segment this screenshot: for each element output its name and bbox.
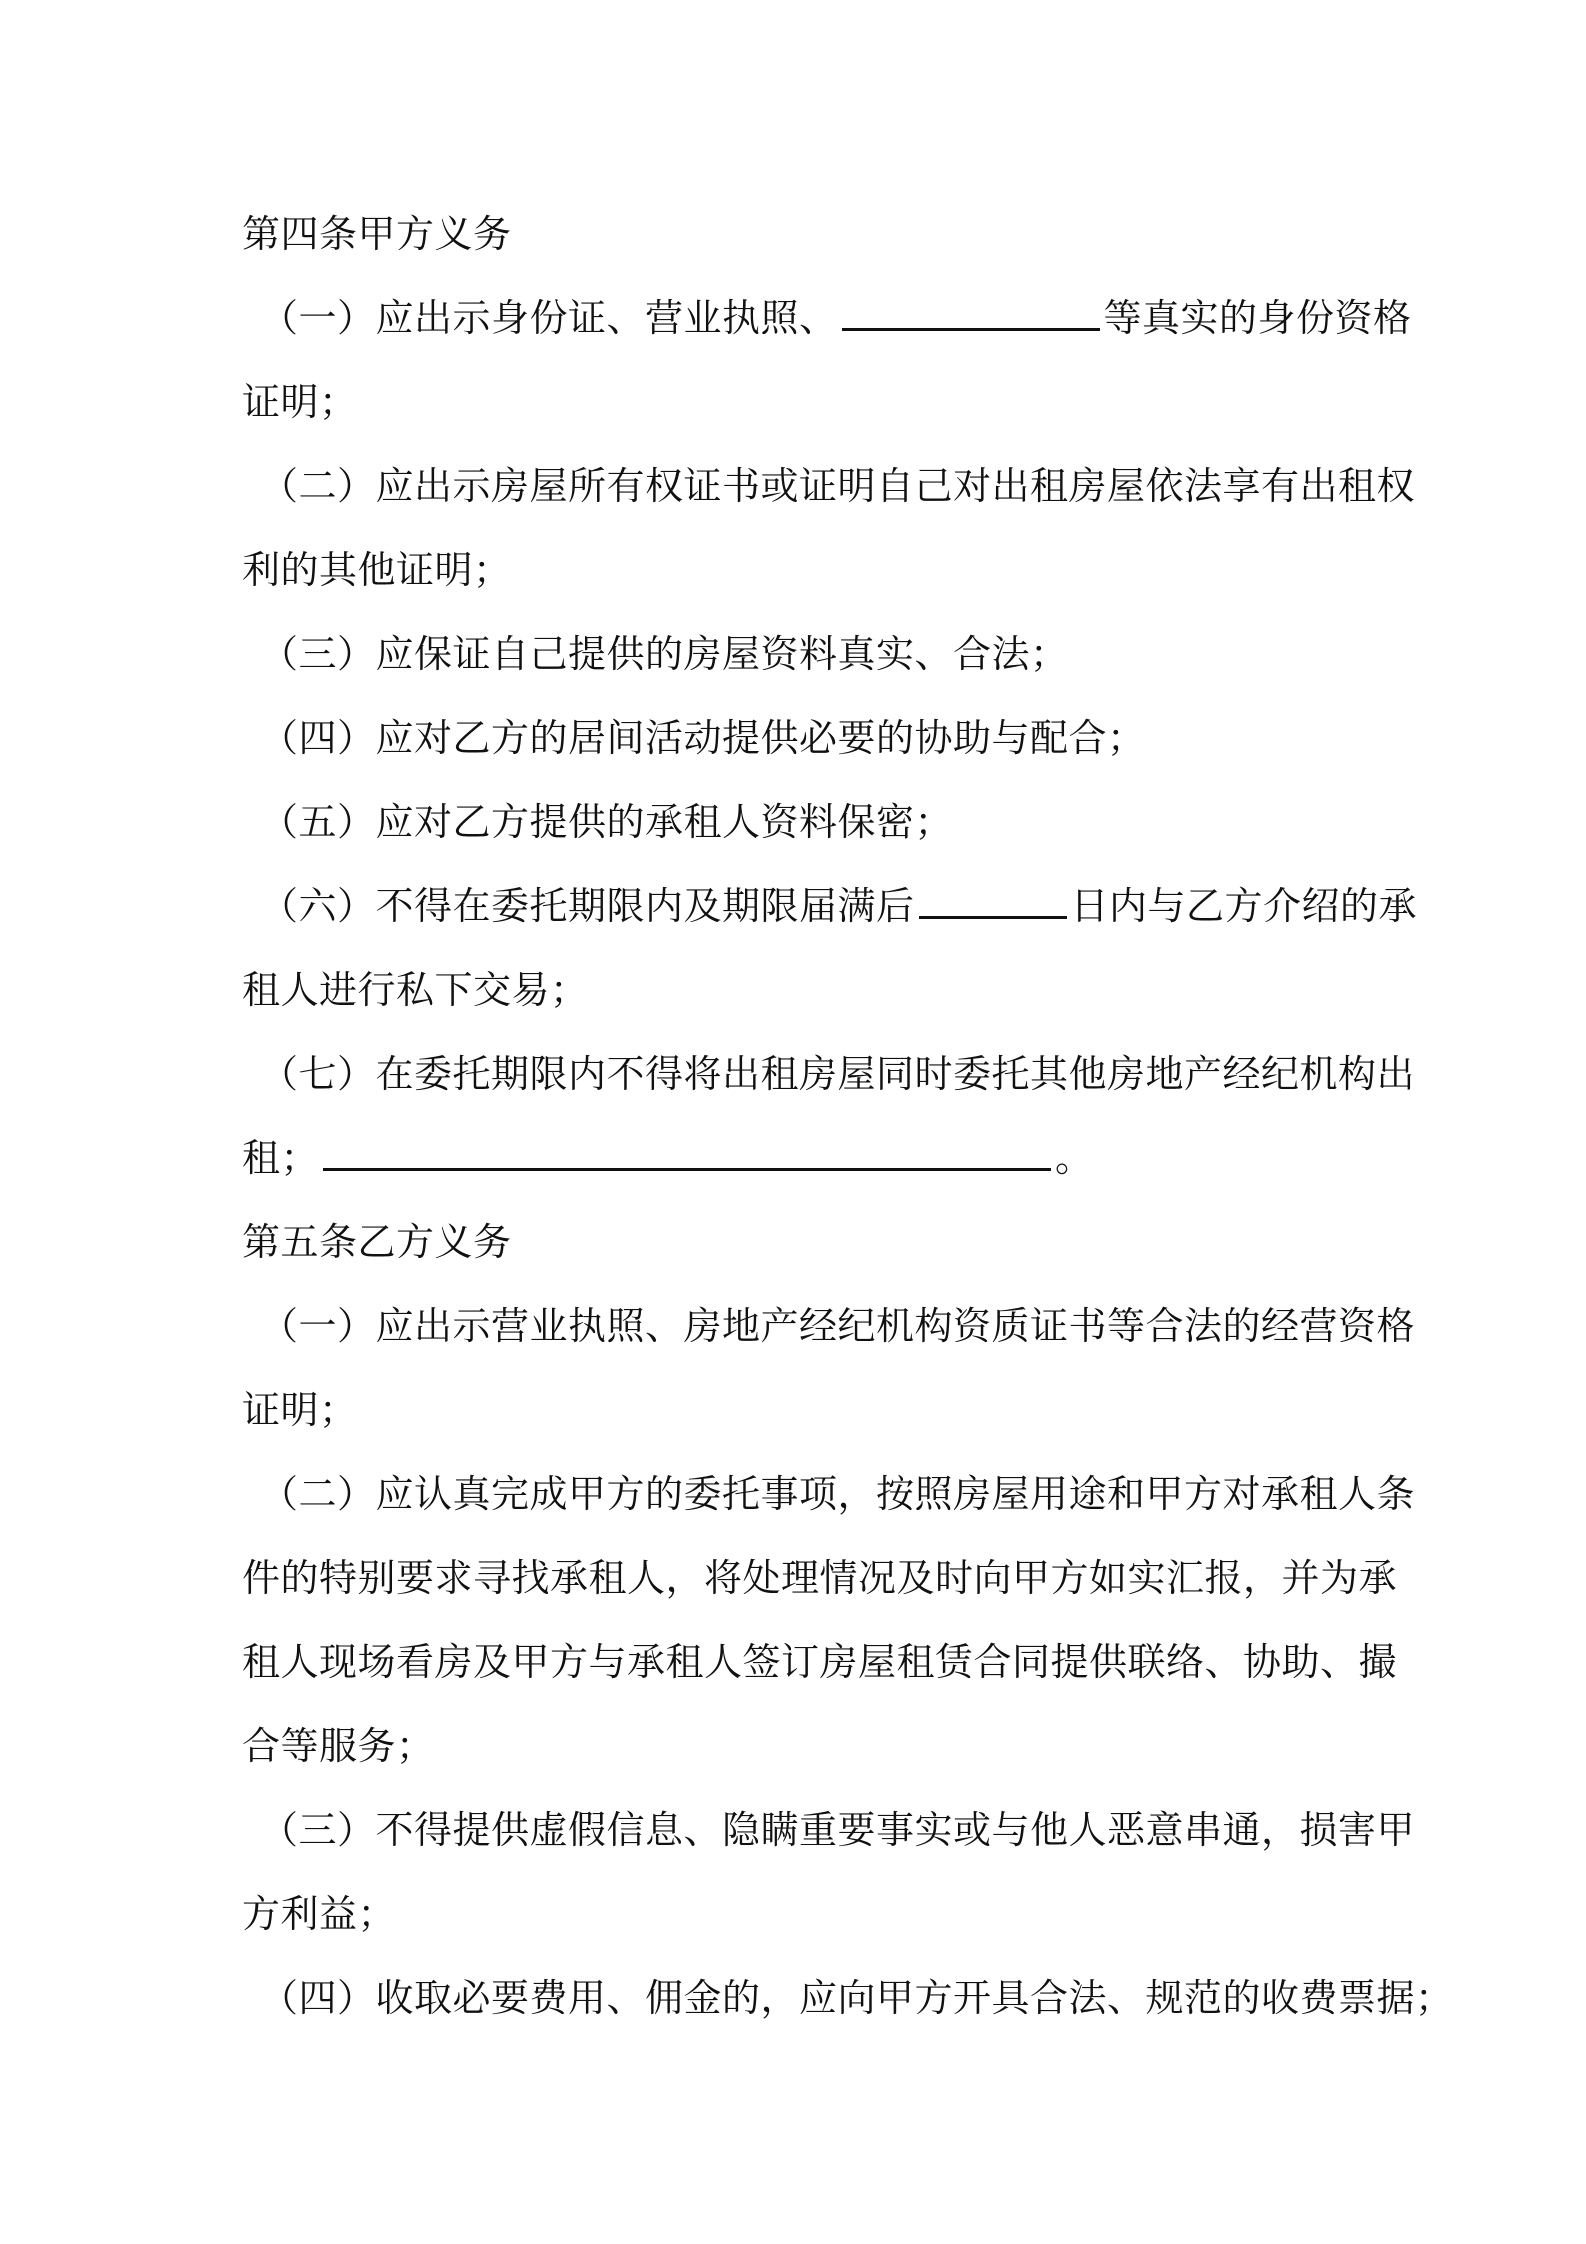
section-5-item-3: （三）不得提供虚假信息、隐瞒重要事实或与他人恶意串通，损害甲 <box>260 1808 1416 1852</box>
section-5-item-1: （一）应出示营业执照、房地产经纪机构资质证书等合法的经营资格 <box>260 1304 1416 1348</box>
section-4-item-2-cont: 利的其他证明； <box>242 548 512 592</box>
section-4-item-4: （四）应对乙方的居间活动提供必要的协助与配合； <box>260 716 1146 760</box>
section-5-item-1-cont: 证明； <box>242 1388 358 1432</box>
section-4-item-7-cont: 租； 。 <box>242 1136 1094 1180</box>
section-5-item-4: （四）收取必要费用、佣金的，应向甲方开具合法、规范的收费票据； <box>260 1976 1454 2020</box>
section-4-item-6-cont: 租人进行私下交易； <box>242 968 589 1012</box>
section-4-item-7: （七）在委托期限内不得将出租房屋同时委托其他房地产经纪机构出 <box>260 1052 1416 1096</box>
blank-line-6 <box>919 882 1067 919</box>
section-4-item-5: （五）应对乙方提供的承租人资料保密； <box>260 800 954 844</box>
section-5-item-3-cont: 方利益； <box>242 1892 397 1936</box>
section-5-item-2-cont-2: 租人现场看房及甲方与承租人签订房屋租赁合同提供联络、协助、撮 <box>242 1640 1398 1684</box>
section-5-title: 第五条乙方义务 <box>242 1220 512 1264</box>
section-4-item-2: （二）应出示房屋所有权证书或证明自己对出租房屋依法享有出租权 <box>260 464 1416 508</box>
section-4-item-3: （三）应保证自己提供的房屋资料真实、合法； <box>260 632 1069 676</box>
section-4-title: 第四条甲方义务 <box>242 212 512 256</box>
section-5-item-2-cont-3: 合等服务； <box>242 1724 435 1768</box>
contract-text <box>242 192 1454 2040</box>
section-5-item-2: （二）应认真完成甲方的委托事项，按照房屋用途和甲方对承租人条 <box>260 1472 1416 1516</box>
section-4-item-1: （一）应出示身份证、营业执照、 等真实的身份资格 <box>260 296 1412 340</box>
section-5-item-2-cont-1: 件的特别要求寻找承租人，将处理情况及时向甲方如实汇报，并为承 <box>242 1556 1398 1600</box>
section-4-item-6: （六）不得在委托期限内及期限届满后 日内与乙方介绍的承 <box>260 884 1418 928</box>
section-4-item-1-cont: 证明； <box>242 380 358 424</box>
blank-line-1 <box>842 294 1100 331</box>
blank-line-7 <box>323 1134 1051 1171</box>
